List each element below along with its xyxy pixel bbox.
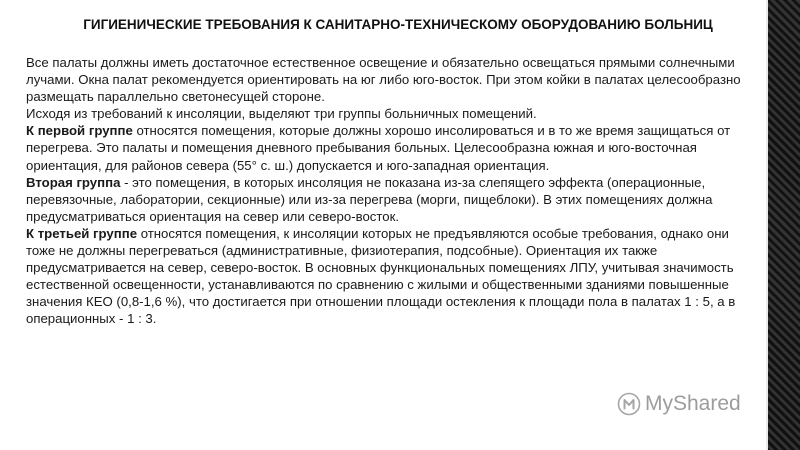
group-heading: К первой группе — [26, 123, 133, 139]
watermark-text: MyShared — [645, 392, 741, 415]
paragraph-text: - это помещения, в которых инсоляция не показана из-за слепящего эффекта (операционные, перевязочные, лаборатории, секционные) или из-за перегрева (морги, пищеблоки). В этих помещениях должна предусматриваться ориентация на север или северо-восток. — [26, 174, 713, 224]
group-heading: К третьей группе — [26, 225, 138, 241]
slide-title: ГИГИЕНИЧЕСКИЕ ТРЕБОВАНИЯ К САНИТАРНО-ТЕХНИЧЕСКОМУ ОБОРУДОВАНИЮ БОЛЬНИЦ — [83, 17, 713, 32]
paragraph-group-1 — [26, 122, 754, 173]
decorative-edge — [766, 0, 800, 450]
paragraph-group-2 — [26, 174, 754, 225]
group-heading: Вторая группа — [26, 174, 121, 190]
paragraph-text: относятся помещения, которые должны хорошо инсолироваться и в то же время защищаться от перегрева. Это палаты и помещения дневного пребывания больных. Целесообразна южная и юго-восточная ориентация, для районов севера (55° с. ш.) допускается и юго-западная ориентация. — [26, 123, 731, 173]
slide-body — [26, 54, 754, 328]
paragraph-groups-intro — [26, 105, 754, 122]
paragraph-text: Исходя из требований к инсоляции, выделяют три группы больничных помещений. — [26, 106, 537, 122]
paragraph-text: Все палаты должны иметь достаточное естественное освещение и обязательно освещаться прямыми солнечными лучами. Окна палат рекомендуется ориентировать на юг либо юго-восток. При этом койки в палатах целесообразно размещать параллельно светонесущей стороне. — [26, 55, 741, 105]
myshared-watermark — [617, 392, 741, 416]
paragraph-group-3 — [26, 225, 754, 328]
myshared-logo-icon — [617, 392, 641, 416]
paragraph-intro — [26, 54, 754, 105]
paragraph-text: относятся помещения, к инсоляции которых не предъявляются особые требования, однако они тоже не должны перегреваться (административные, физиотерапия, подсобные). Ориентация их также предусматривается на север, северо-восток. В основных функциональных помещениях ЛПУ, учитывая значимость естественной освещенности, устанавливаются по сравнению с жилыми и общественными зданиями повышенные значения КЕО (0,8-1,6 %), что достигается при отношении площади остекления к площади пола в палатах 1 : 5, а в операционных - 1 : 3. — [26, 225, 736, 327]
